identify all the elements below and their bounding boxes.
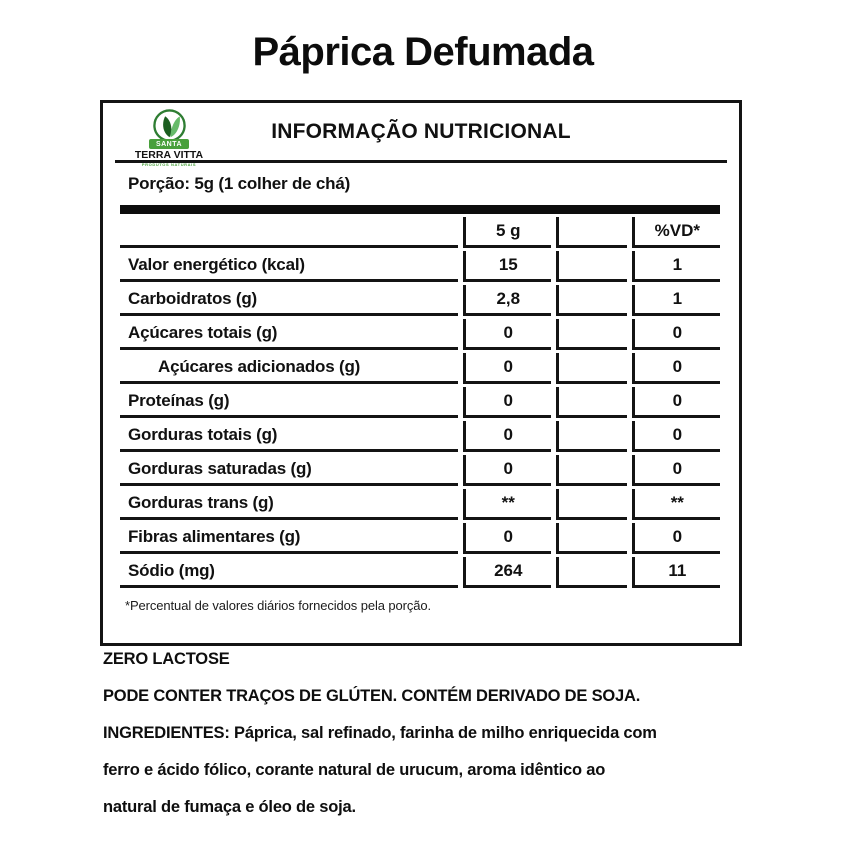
nutrient-vd: 1 [632, 285, 720, 316]
brand-name-top: SANTA [149, 139, 189, 149]
bottom-info [103, 641, 763, 826]
nutrition-table [115, 214, 725, 591]
nutrient-value: 0 [463, 421, 551, 452]
table-row [120, 285, 720, 316]
brand-tagline: PRODUTOS NATURAIS [141, 161, 197, 167]
thick-divider [120, 205, 720, 214]
nutrient-label: Sódio (mg) [120, 557, 458, 588]
table-row [120, 523, 720, 554]
table-row [120, 251, 720, 282]
nutrient-label: Valor energético (kcal) [120, 251, 458, 282]
label-header [103, 103, 739, 167]
nutrient-vd: 1 [632, 251, 720, 282]
nutrition-header-title: INFORMAÇÃO NUTRICIONAL [271, 119, 571, 143]
nutrient-vd: 0 [632, 319, 720, 350]
nutrient-vd: 0 [632, 353, 720, 384]
nutrient-vd: ** [632, 489, 720, 520]
nutrient-value: 264 [463, 557, 551, 588]
nutrient-value: 0 [463, 523, 551, 554]
allergen-text: PODE CONTER TRAÇOS DE GLÚTEN. CONTÉM DERIVADO DE SOJA. [103, 687, 641, 705]
portion-text: Porção: 5g (1 colher de chá) [128, 174, 351, 193]
nutrient-vd: 11 [632, 557, 720, 588]
nutrient-label: Gorduras saturadas (g) [120, 455, 458, 486]
table-row [120, 489, 720, 520]
brand-logo [131, 108, 207, 167]
empty-cell [556, 387, 627, 418]
nutrient-label: Açúcares adicionados (g) [120, 353, 458, 384]
nutrient-value: 0 [463, 319, 551, 350]
table-row [120, 557, 720, 588]
empty-cell [556, 251, 627, 282]
nutrient-label: Açúcares totais (g) [120, 319, 458, 350]
nutrient-label: Gorduras totais (g) [120, 421, 458, 452]
nutrient-vd: 0 [632, 421, 720, 452]
empty-cell [556, 557, 627, 588]
table-wrap [103, 205, 739, 613]
product-title: Páprica Defumada [252, 30, 594, 74]
table-header-row [120, 217, 720, 248]
empty-cell [556, 523, 627, 554]
brand-name-bottom: TERRA VITTA [134, 149, 204, 161]
empty-cell [556, 285, 627, 316]
empty-cell [556, 319, 627, 350]
empty-cell [556, 421, 627, 452]
header-empty-cell [556, 217, 627, 248]
nutrient-value: 0 [463, 353, 551, 384]
empty-cell [556, 489, 627, 520]
nutrient-value: 2,8 [463, 285, 551, 316]
table-row [120, 421, 720, 452]
nutrient-label: Proteínas (g) [120, 387, 458, 418]
nutrient-vd: 0 [632, 455, 720, 486]
header-label-cell [120, 217, 458, 248]
table-row [120, 455, 720, 486]
zero-lactose-text: ZERO LACTOSE [103, 650, 230, 668]
ingredients-line: ferro e ácido fólico, corante natural de urucum, aroma idêntico ao [103, 761, 606, 779]
ingredients-line: INGREDIENTES: Páprica, sal refinado, farinha de milho enriquecida com [103, 724, 657, 742]
empty-cell [556, 455, 627, 486]
empty-cell [556, 353, 627, 384]
table-row [120, 387, 720, 418]
nutrient-vd: 0 [632, 523, 720, 554]
table-row [120, 353, 720, 384]
header-amount-cell: 5 g [463, 217, 551, 248]
ingredients-line: natural de fumaça e óleo de soja. [103, 798, 356, 816]
nutrition-label-box [100, 100, 742, 646]
daily-value-footnote: *Percentual de valores diários fornecidos pela porção. [125, 598, 432, 613]
nutrient-value: 0 [463, 455, 551, 486]
header-vd-cell: %VD* [632, 217, 720, 248]
table-row [120, 319, 720, 350]
nutrient-label: Gorduras trans (g) [120, 489, 458, 520]
nutrient-value: ** [463, 489, 551, 520]
nutrient-value: 0 [463, 387, 551, 418]
nutrient-vd: 0 [632, 387, 720, 418]
nutrient-label: Carboidratos (g) [120, 285, 458, 316]
nutrient-label: Fibras alimentares (g) [120, 523, 458, 554]
nutrient-value: 15 [463, 251, 551, 282]
